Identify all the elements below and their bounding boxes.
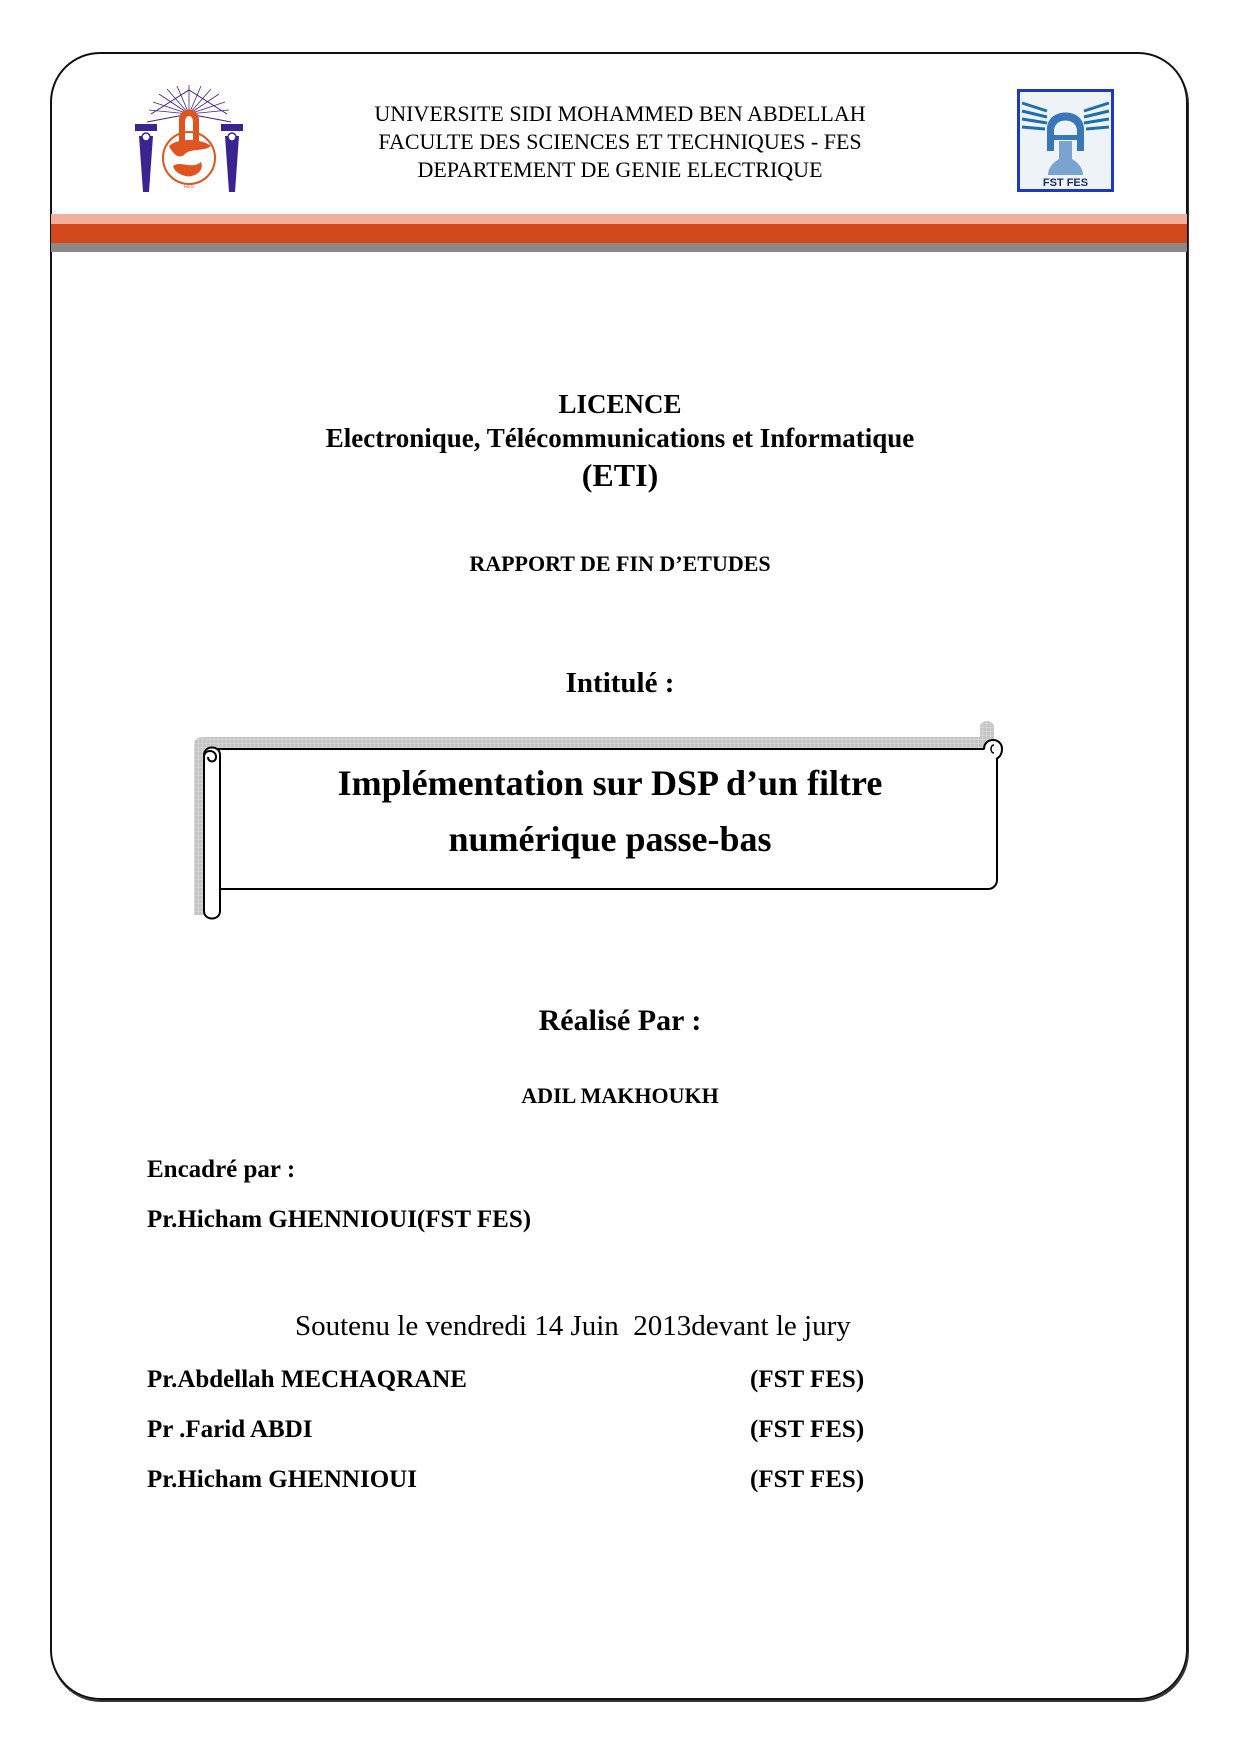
supervisor-label: Encadré par : bbox=[147, 1156, 296, 1183]
header-stripe-main bbox=[51, 224, 1187, 243]
degree-level: LICENCE bbox=[558, 389, 682, 419]
svg-text:FST FES: FST FES bbox=[1042, 177, 1089, 189]
header-stripe-light bbox=[51, 214, 1187, 224]
jury-member bbox=[147, 1366, 947, 1394]
jury-member-institution: (FST FES) bbox=[750, 1466, 865, 1493]
jury-member bbox=[147, 1466, 947, 1494]
degree-abbreviation: (ETI) bbox=[581, 457, 659, 493]
jury-member bbox=[147, 1416, 947, 1444]
report-title-line-1: Implémentation sur DSP d’un filtre bbox=[337, 763, 883, 803]
report-type: RAPPORT DE FIN D’ETUDES bbox=[469, 551, 771, 576]
jury-member-name: Pr .Farid ABDI bbox=[147, 1416, 313, 1443]
report-title-line-2: numérique passe-bas bbox=[448, 819, 772, 859]
author-name: ADIL MAKHOUKH bbox=[521, 1083, 719, 1108]
header-stripe-grey bbox=[51, 243, 1187, 252]
report-title bbox=[230, 755, 990, 867]
faculty-name: FACULTE DES SCIENCES ET TECHNIQUES - FES bbox=[378, 129, 862, 154]
jury-member-name: Pr.Hicham GHENNIOUI bbox=[147, 1466, 417, 1493]
svg-text:FES: FES bbox=[184, 184, 194, 190]
defense-statement: Soutenu le vendredi 14 Juin 2013devant le jury bbox=[295, 1310, 851, 1342]
author-label: Réalisé Par : bbox=[538, 1004, 702, 1037]
degree-program: Electronique, Télécommunications et Informatique bbox=[325, 423, 915, 453]
university-emblem-icon bbox=[133, 84, 245, 194]
jury-member-name: Pr.Abdellah MECHAQRANE bbox=[147, 1366, 467, 1393]
department-name: DEPARTEMENT DE GENIE ELECTRIQUE bbox=[417, 157, 823, 182]
institution-header bbox=[250, 100, 990, 184]
fst-fes-logo-icon bbox=[1017, 89, 1114, 192]
title-label: Intitulé : bbox=[565, 667, 675, 699]
jury-member-institution: (FST FES) bbox=[750, 1366, 865, 1393]
university-name: UNIVERSITE SIDI MOHAMMED BEN ABDELLAH bbox=[374, 101, 866, 126]
jury-member-institution: (FST FES) bbox=[750, 1416, 865, 1443]
supervisor-name: Pr.Hicham GHENNIOUI(FST FES) bbox=[147, 1206, 532, 1233]
